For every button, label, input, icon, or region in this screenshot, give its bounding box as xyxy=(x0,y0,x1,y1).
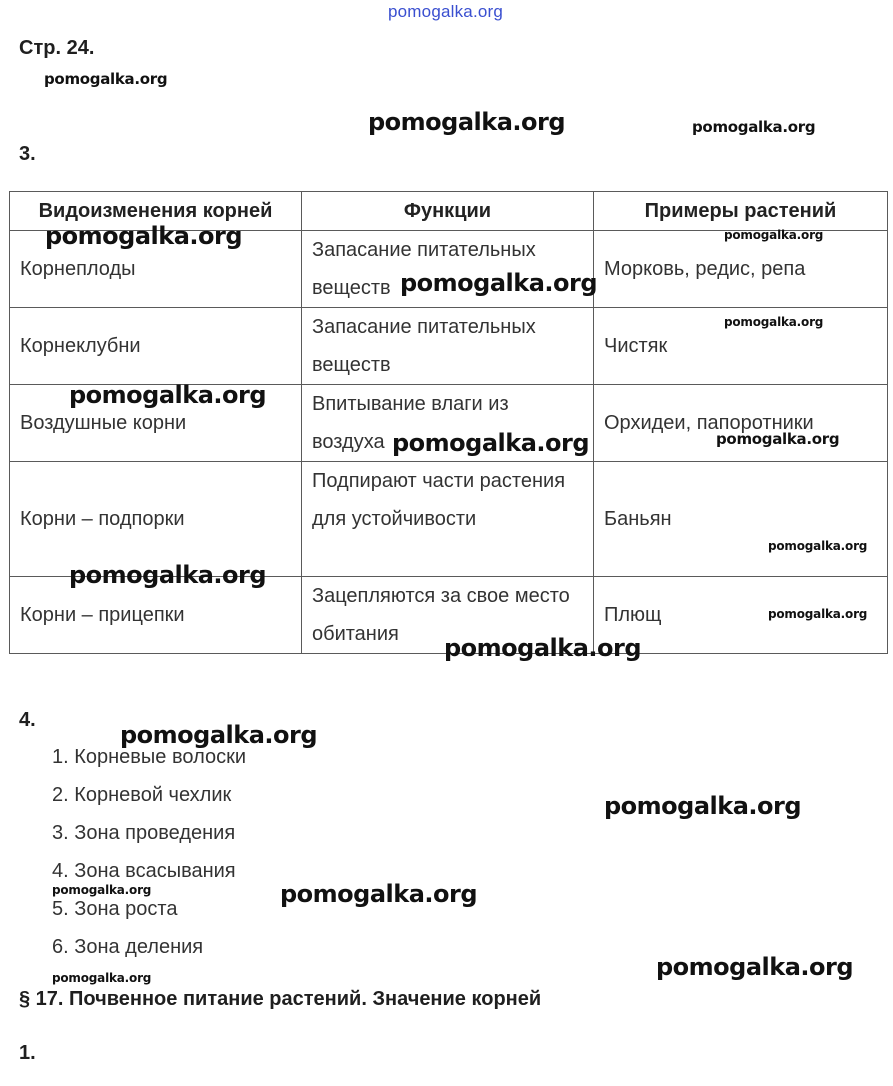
row-type: Корнеклубни xyxy=(10,308,302,385)
row-examples: Плющ xyxy=(594,577,888,654)
watermark: pomogalka.org xyxy=(768,539,868,553)
task-3-number: 3. xyxy=(19,143,36,165)
watermark: pomogalka.org xyxy=(400,269,598,297)
row-type: Корни – прицепки xyxy=(10,577,302,654)
watermark: pomogalka.org xyxy=(724,315,824,329)
list-item: 2. Корневой чехлик xyxy=(52,784,232,806)
watermark: pomogalka.org xyxy=(44,70,168,88)
row-examples: Морковь, редис, репа xyxy=(594,231,888,308)
list-item: 6. Зона деления xyxy=(52,936,204,958)
row-function: Зацепляются за свое место обитания xyxy=(302,577,594,654)
list-item: 4. Зона всасывания xyxy=(52,860,236,882)
watermark: pomogalka.org xyxy=(45,222,243,250)
row-function: Подпирают части растения для устойчивости xyxy=(302,462,594,577)
watermark: pomogalka.org xyxy=(120,721,318,749)
row-examples: Баньян xyxy=(594,462,888,577)
header-watermark: pomogalka.org xyxy=(388,2,504,21)
row-type: Корнеплоды xyxy=(10,231,302,308)
row-type: Воздушные корни xyxy=(10,385,302,462)
list-item: 1. Корневые волоски xyxy=(52,746,247,768)
table-row xyxy=(10,462,888,577)
watermark: pomogalka.org xyxy=(52,883,152,897)
watermark: pomogalka.org xyxy=(716,430,840,448)
page-label: Стр. 24. xyxy=(19,37,95,59)
watermark: pomogalka.org xyxy=(768,607,868,621)
watermark: pomogalka.org xyxy=(656,953,854,981)
list-item: 3. Зона проведения xyxy=(52,822,236,844)
watermark: pomogalka.org xyxy=(368,108,566,136)
header-examples: Примеры растений xyxy=(594,192,888,231)
row-examples: Орхидеи, папоротники xyxy=(594,385,888,462)
list-item: 5. Зона роста xyxy=(52,898,178,920)
row-function: Впитывание влаги из воздуха xyxy=(302,385,594,462)
row-examples: Чистяк xyxy=(594,308,888,385)
section-title: § 17. Почвенное питание растений. Значение корней xyxy=(19,988,542,1010)
watermark: pomogalka.org xyxy=(69,381,267,409)
watermark: pomogalka.org xyxy=(280,880,478,908)
task-1-number: 1. xyxy=(19,1042,36,1064)
watermark: pomogalka.org xyxy=(604,792,802,820)
task-4-number: 4. xyxy=(19,709,36,731)
row-function: Запасание питательных веществ xyxy=(302,231,594,308)
watermark: pomogalka.org xyxy=(724,228,824,242)
watermark: pomogalka.org xyxy=(692,118,816,136)
row-type: Корни – подпорки xyxy=(10,462,302,577)
watermark: pomogalka.org xyxy=(69,561,267,589)
watermark: pomogalka.org xyxy=(392,429,590,457)
header-functions: Функции xyxy=(302,192,594,231)
header-modification: Видоизменения корней xyxy=(10,192,302,231)
watermark: pomogalka.org xyxy=(444,634,642,662)
watermark: pomogalka.org xyxy=(52,971,152,985)
row-function: Запасание питательных веществ xyxy=(302,308,594,385)
